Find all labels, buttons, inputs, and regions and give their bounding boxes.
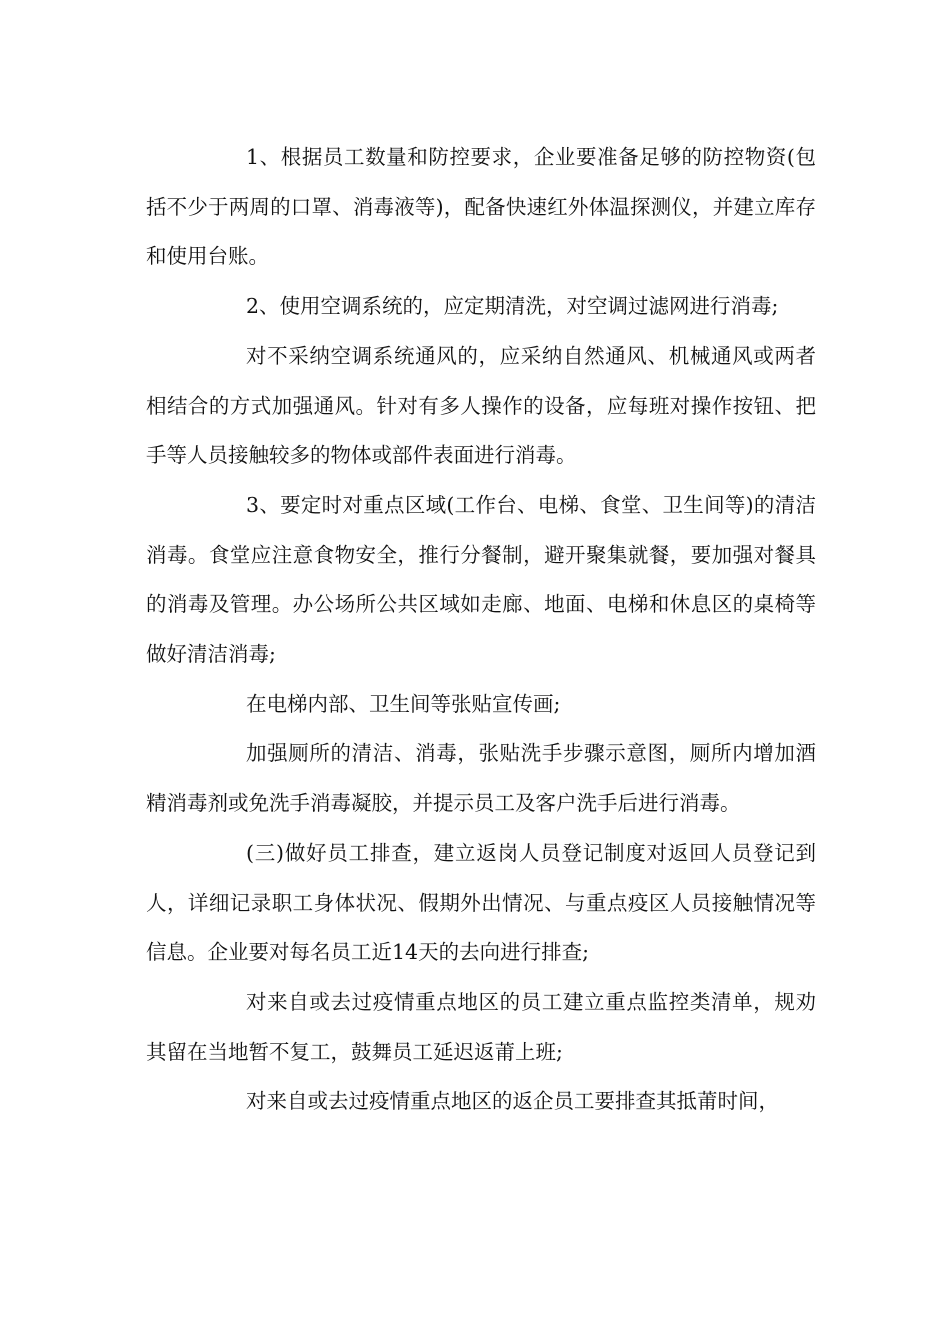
paragraph-ventilation: 对不采纳空调系统通风的，应采纳自然通风、机械通风或两者相结合的方式加强通风。针对有多人操作的设备，应每班对操作按钮、把手等人员接触较多的物体或部件表面进行消毒。: [146, 343, 816, 468]
paragraph-monitoring-list: 对来自或去过疫情重点地区的员工建立重点监控类清单，规劝其留在当地暂不复工，鼓舞员工延迟返莆上班;: [146, 989, 816, 1064]
paragraph-key-areas-cleaning: 3、要定时对重点区域(工作台、电梯、食堂、卫生间等)的清洁消毒。食堂应注意食物安全，推行分餐制，避开聚集就餐，要加强对餐具的消毒及管理。办公场所公共区域如走廊、地面、电梯和休息区的桌椅等做好清洁消毒;: [146, 492, 816, 667]
paragraph-staff-screening: (三)做好员工排查，建立返岗人员登记制度对返回人员登记到人，详细记录职工身体状况、假期外出情况、与重点疫区人员接触情况等信息。企业要对每名员工近14天的去向进行排查;: [146, 840, 816, 965]
paragraph-toilet-hygiene: 加强厕所的清洁、消毒，张贴洗手步骤示意图，厕所内增加酒精消毒剂或免洗手消毒凝胶，并提示员工及客户洗手后进行消毒。: [146, 741, 816, 816]
paragraph-supplies: 1、根据员工数量和防控要求，企业要准备足够的防控物资(包括不少于两周的口罩、消毒液等)，配备快速红外体温探测仪，并建立库存和使用台账。: [146, 145, 816, 269]
paragraph-posters: 在电梯内部、卫生间等张贴宣传画;: [246, 691, 561, 716]
document-body: [146, 133, 816, 1127]
paragraph-returning-staff: 对来自或去过疫情重点地区的返企员工要排查其抵莆时间，: [246, 1089, 779, 1114]
paragraph-air-conditioning: 2、使用空调系统的，应定期清洗，对空调过滤网进行消毒;: [246, 294, 779, 319]
